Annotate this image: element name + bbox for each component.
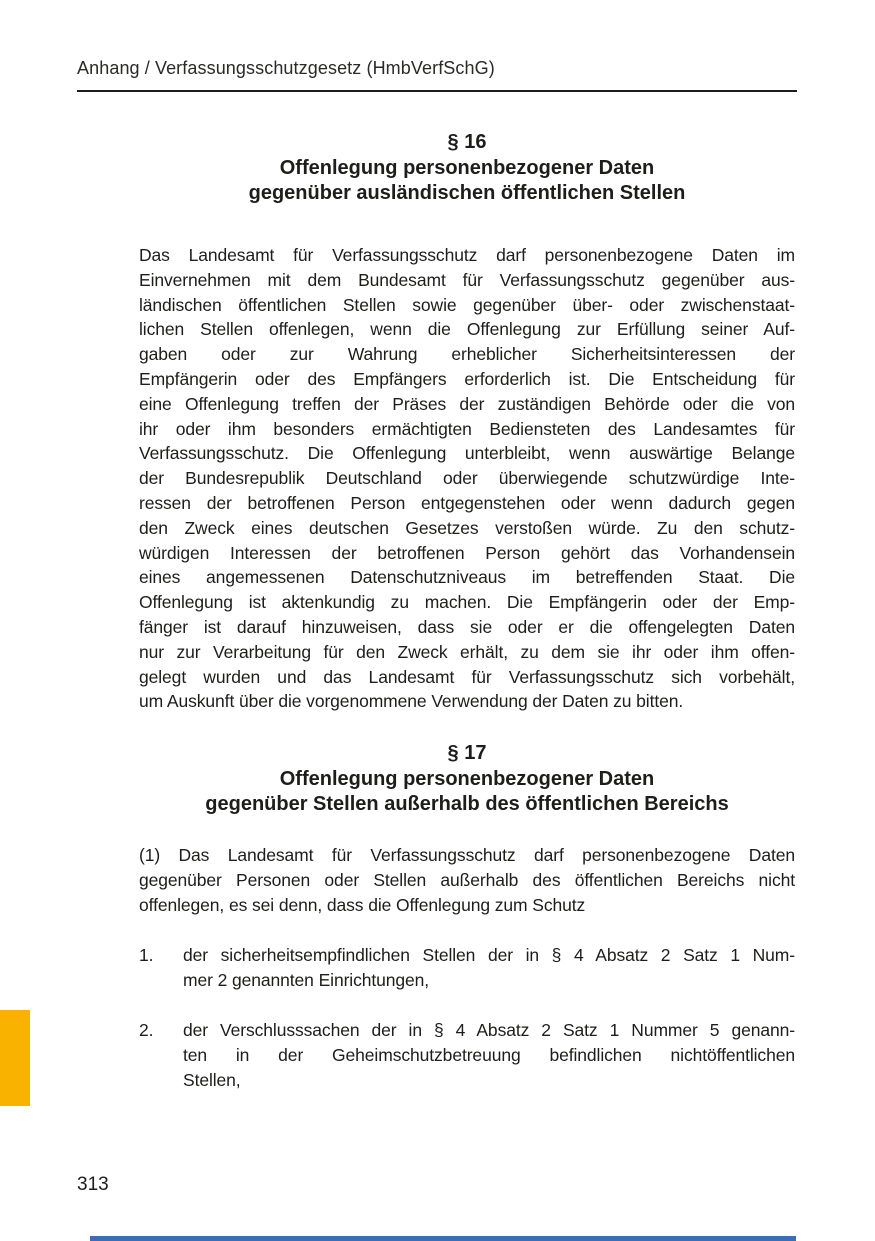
list-line: Stellen, bbox=[183, 1069, 241, 1090]
section-17-number: § 17 bbox=[447, 742, 487, 764]
body-line: nur zur Verarbeitung für den Zweck erhält, zu dem sie ihr oder ihm offen- bbox=[139, 641, 795, 662]
list-item-number: 1. bbox=[139, 945, 154, 965]
list-item-2 bbox=[139, 1018, 795, 1092]
body-line: Das Landesamt für Verfassungsschutz darf personenbezogene Daten im bbox=[139, 245, 795, 265]
list-line: der Verschlusssachen der in § 4 Absatz 2 Satz 1 Nummer 5 genann- bbox=[183, 1020, 795, 1040]
body-line: Empfängerin oder des Empfängers erforderlich ist. Die Entscheidung für bbox=[139, 368, 795, 389]
body-line: eines angemessenen Datenschutzniveaus im betreffenden Staat. Die bbox=[139, 567, 795, 588]
section-16-title-line: Offenlegung personenbezogener Daten bbox=[279, 156, 655, 179]
section-17-title-line: Offenlegung personenbezogener Daten bbox=[279, 767, 655, 790]
section-16-title-line: gegenüber ausländischen öffentlichen Stellen bbox=[248, 182, 686, 204]
body-line: Verfassungsschutz. Die Offenlegung unterbleibt, wenn auswärtige Belange bbox=[139, 443, 795, 464]
body-line: offenlegen, es sei denn, dass die Offenlegung zum Schutz bbox=[139, 894, 586, 915]
body-line: um Auskunft über die vorgenommene Verwendung der Daten zu bitten. bbox=[139, 691, 684, 712]
header-rule bbox=[77, 90, 797, 92]
body-line: ressen der betroffenen Person entgegenstehen oder wenn dadurch gegen bbox=[139, 492, 795, 513]
body-line: der Bundesrepublik Deutschland oder überwiegende schutzwürdige Inte- bbox=[139, 468, 795, 489]
body-line: fänger ist darauf hinzuweisen, dass sie oder er die offengelegten Daten bbox=[139, 616, 795, 637]
section-17-paragraph-1 bbox=[139, 843, 795, 917]
body-line: eine Offenlegung treffen der Präses der zuständigen Behörde oder die von bbox=[139, 393, 795, 414]
list-line: ten in der Geheimschutzbetreuung befindlichen nichtöffentlichen bbox=[183, 1044, 795, 1065]
body-line: gegenüber Personen oder Stellen außerhalb des öffentlichen Bereichs nicht bbox=[139, 869, 795, 890]
list-item-number: 2. bbox=[139, 1020, 154, 1040]
footer-accent-bar bbox=[90, 1236, 796, 1241]
list-line: der sicherheitsempfindlichen Stellen der in § 4 Absatz 2 Satz 1 Num- bbox=[183, 945, 795, 965]
list-item-1 bbox=[139, 943, 795, 993]
body-line: gelegt wurden und das Landesamt für Verfassungsschutz sich vorbehält, bbox=[139, 666, 795, 687]
body-line: lichen Stellen offenlegen, wenn die Offenlegung zur Erfüllung seiner Auf- bbox=[139, 319, 795, 340]
body-line: Einvernehmen mit dem Bundesamt für Verfassungsschutz gegenüber aus- bbox=[139, 269, 795, 290]
section-17-title-line: gegenüber Stellen außerhalb des öffentlichen Bereichs bbox=[205, 793, 729, 815]
yellow-edge-marker bbox=[0, 1010, 30, 1106]
section-17-heading bbox=[139, 741, 795, 818]
body-line: Offenlegung ist aktenkundig zu machen. Die Empfängerin oder der Emp- bbox=[139, 592, 795, 613]
list-line: mer 2 genannten Einrichtungen, bbox=[183, 969, 430, 990]
body-line: (1) Das Landesamt für Verfassungsschutz darf personenbezogene Daten bbox=[139, 845, 795, 865]
body-line: gaben oder zur Wahrung erheblicher Sicherheitsinteressen der bbox=[139, 344, 795, 365]
running-header: Anhang / Verfassungsschutzgesetz (HmbVerfSchG) bbox=[77, 58, 495, 78]
page-number: 313 bbox=[77, 1174, 109, 1195]
body-line: ihr oder ihm besonders ermächtigten Bediensteten des Landesamtes für bbox=[139, 418, 795, 439]
section-16-heading bbox=[139, 130, 795, 207]
section-16-number: § 16 bbox=[447, 131, 487, 153]
body-line: würdigen Interessen der betroffenen Person gehört das Vorhandensein bbox=[139, 542, 795, 563]
body-line: ländischen öffentlichen Stellen sowie gegenüber über- oder zwischenstaat- bbox=[139, 294, 795, 315]
section-16-body bbox=[139, 243, 795, 714]
body-line: den Zweck eines deutschen Gesetzes verstoßen würde. Zu den schutz- bbox=[139, 517, 795, 538]
